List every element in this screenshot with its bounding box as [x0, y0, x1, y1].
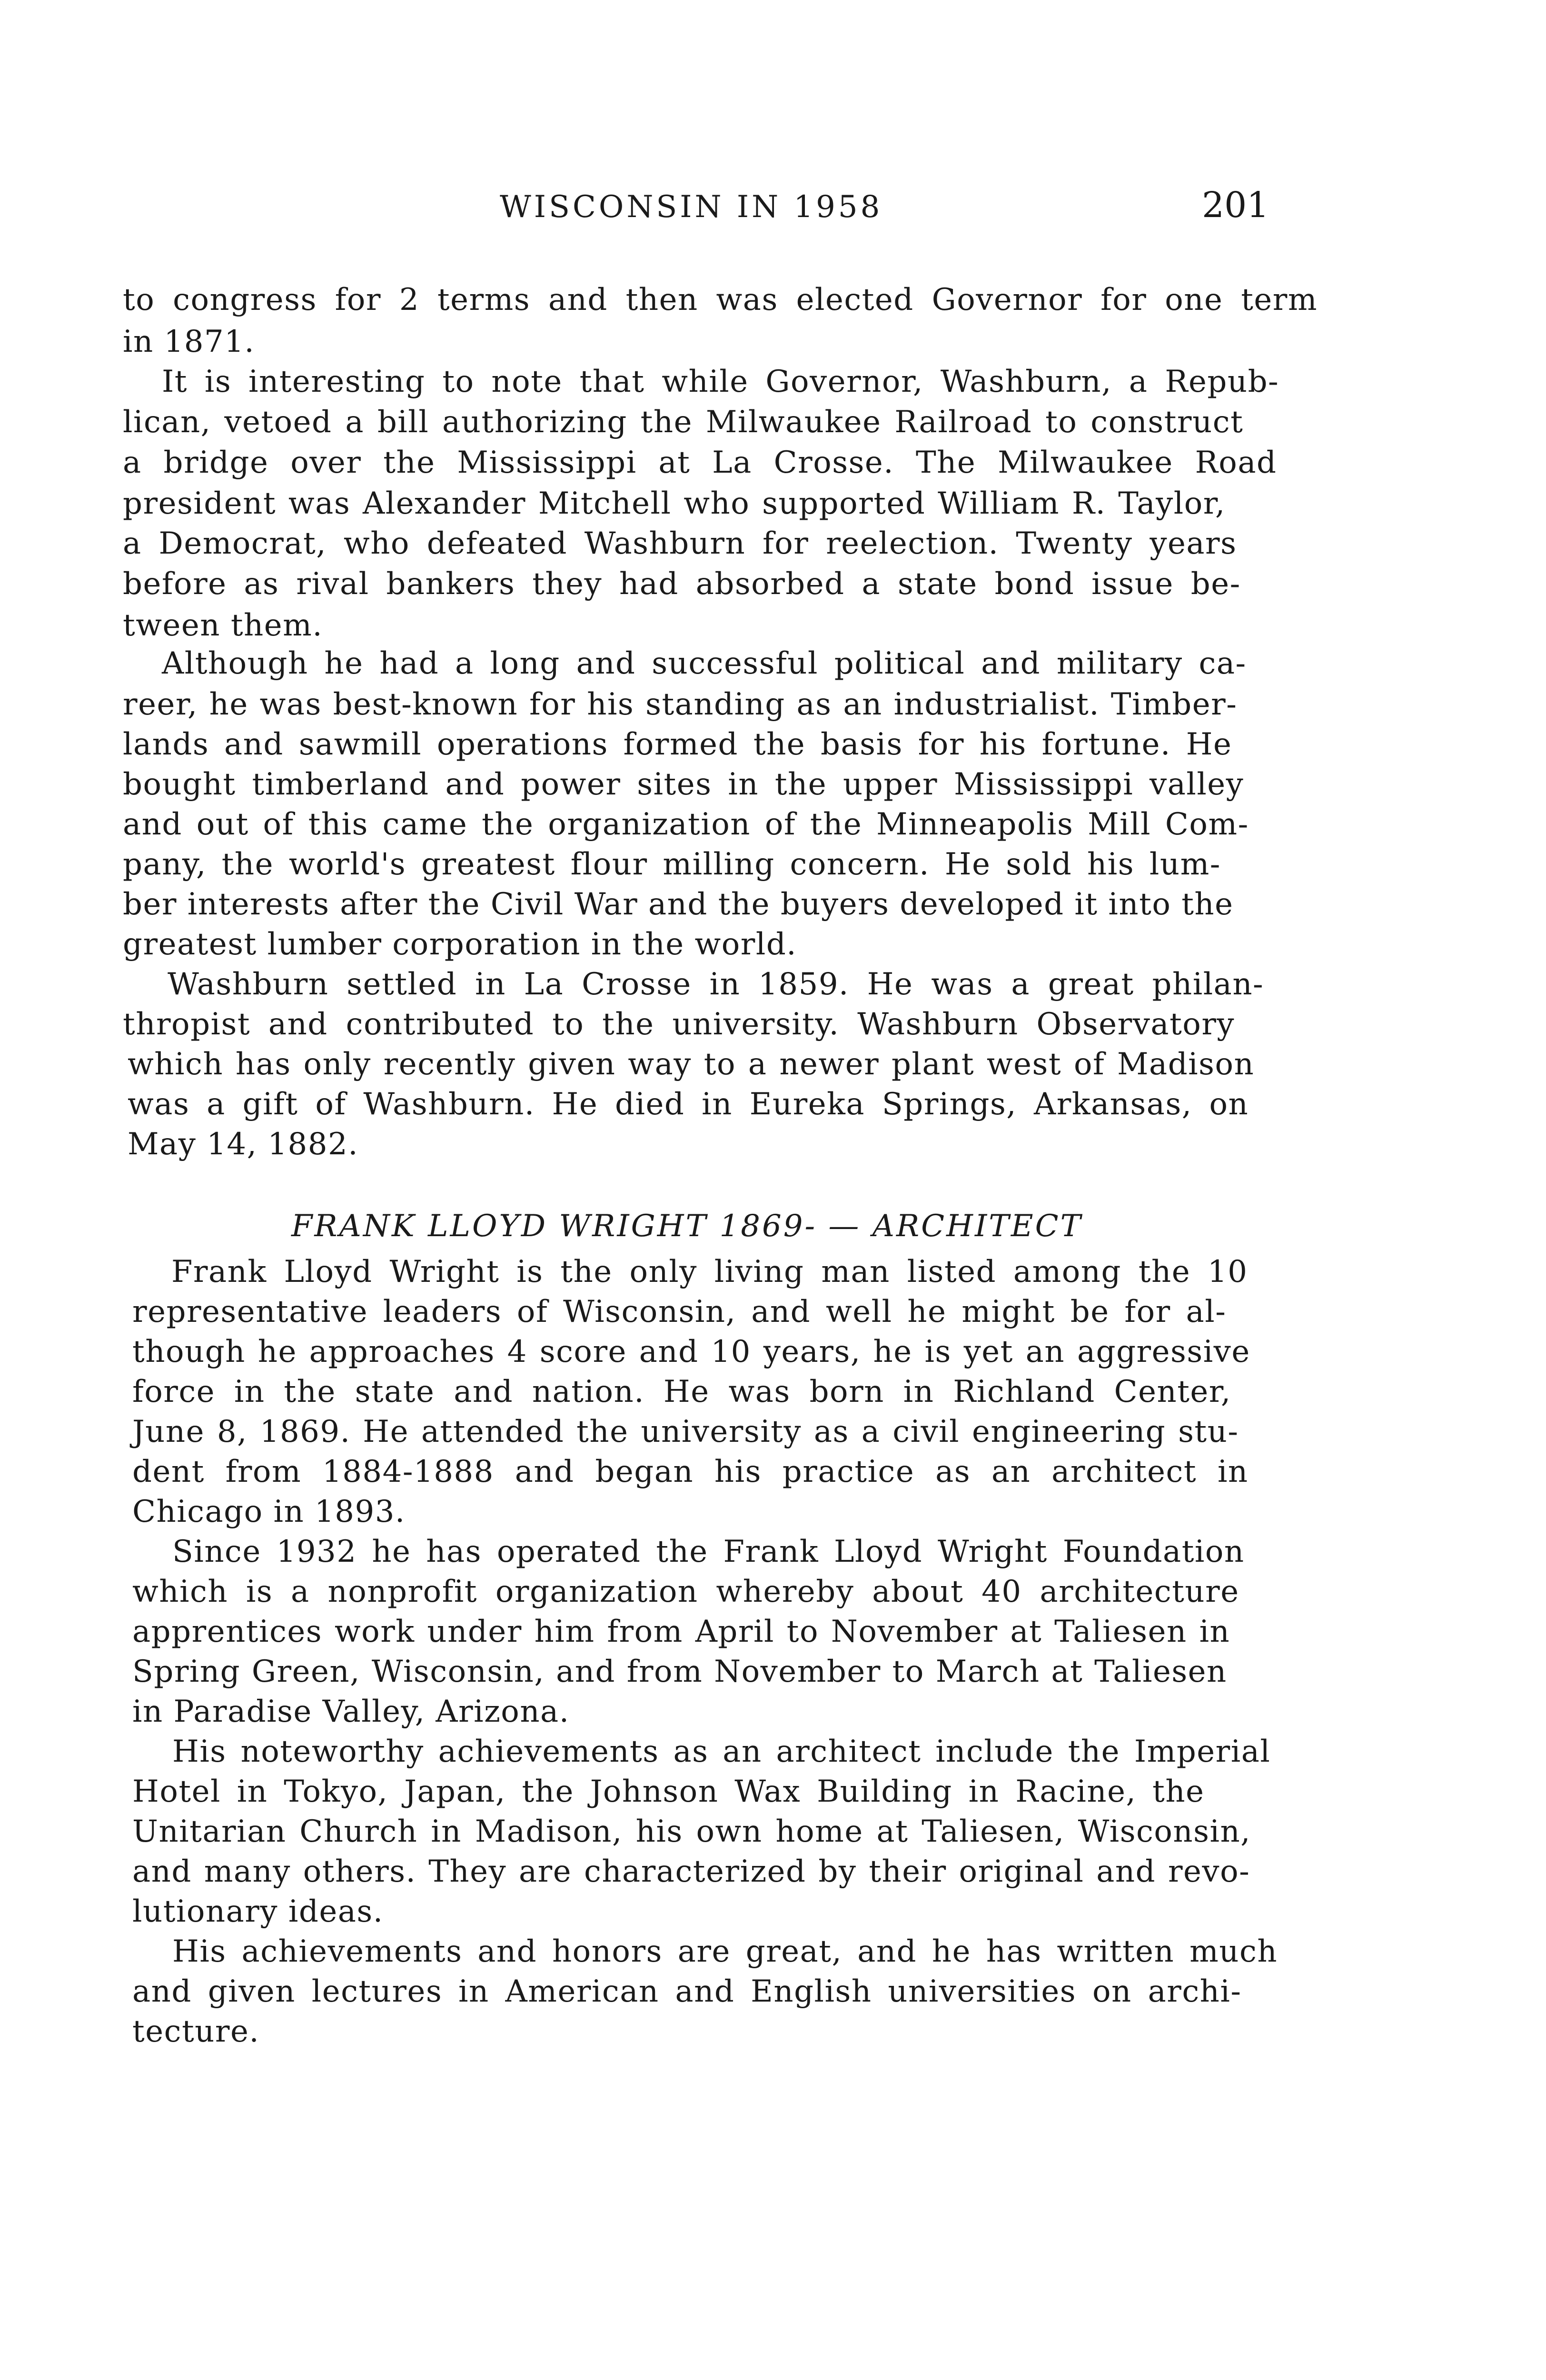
- text-line: which has only recently given way to a newer plant west of Madison: [128, 1047, 1255, 1082]
- running-head: WISCONSIN IN 1958: [500, 189, 883, 225]
- text-line: Washburn settled in La Crosse in 1859. He was a great philan-: [168, 967, 1264, 1002]
- text-line: and given lectures in American and English universities on archi-: [132, 1974, 1242, 2009]
- text-line: Unitarian Church in Madison, his own home at Taliesen, Wisconsin,: [132, 1814, 1251, 1849]
- text-line: lutionary ideas.: [132, 1894, 384, 1929]
- text-line: apprentices work under him from April to November at Taliesen in: [132, 1614, 1230, 1649]
- text-line: May 14, 1882.: [128, 1127, 359, 1162]
- text-line: tecture.: [132, 2014, 260, 2049]
- text-line: Frank Lloyd Wright is the only living man listed among the 10: [171, 1254, 1248, 1289]
- text-line: though he approaches 4 score and 10 years, he is yet an aggressive: [132, 1334, 1250, 1369]
- text-line: Although he had a long and successful political and military ca-: [162, 646, 1247, 681]
- text-line: reer, he was best-known for his standing as an industrialist. Timber-: [123, 687, 1238, 722]
- text-line: Since 1932 he has operated the Frank Lloyd Wright Foundation: [172, 1534, 1245, 1569]
- text-line: a bridge over the Mississippi at La Crosse. The Milwaukee Road: [123, 445, 1277, 480]
- text-line: thropist and contributed to the university. Washburn Observatory: [123, 1007, 1235, 1042]
- text-line: greatest lumber corporation in the world.: [123, 927, 797, 962]
- text-line: June 8, 1869. He attended the university as a civil engineering stu-: [132, 1414, 1239, 1449]
- text-line: Hotel in Tokyo, Japan, the Johnson Wax Building in Racine, the: [132, 1774, 1205, 1809]
- section-heading: FRANK LLOYD WRIGHT 1869- — ARCHITECT: [291, 1209, 1083, 1244]
- text-line: pany, the world's greatest flour milling concern. He sold his lum-: [123, 847, 1221, 882]
- text-line: ber interests after the Civil War and the buyers developed it into the: [123, 887, 1234, 922]
- text-line: lican, vetoed a bill authorizing the Milwaukee Railroad to construct: [123, 405, 1244, 440]
- text-line: president was Alexander Mitchell who supported William R. Taylor,: [123, 486, 1226, 521]
- text-line: representative leaders of Wisconsin, and well he might be for al-: [132, 1294, 1227, 1329]
- text-line: to congress for 2 terms and then was elected Governor for one term: [123, 282, 1318, 317]
- text-line: in Paradise Valley, Arizona.: [132, 1694, 570, 1729]
- text-line: was a gift of Washburn. He died in Eureka Springs, Arkansas, on: [128, 1087, 1249, 1122]
- text-line: before as rival bankers they had absorbed a state bond issue be-: [123, 566, 1241, 602]
- text-line: tween them.: [123, 608, 323, 643]
- text-line: and many others. They are characterized by their original and revo-: [132, 1854, 1250, 1889]
- text-line: Spring Green, Wisconsin, and from November to March at Taliesen: [132, 1654, 1227, 1689]
- page-number: 201: [1202, 185, 1269, 226]
- text-line: force in the state and nation. He was born in Richland Center,: [132, 1374, 1231, 1409]
- text-line: Chicago in 1893.: [132, 1494, 406, 1529]
- text-line: in 1871.: [123, 324, 255, 359]
- text-line: and out of this came the organization of the Minneapolis Mill Com-: [123, 807, 1249, 842]
- text-line: His noteworthy achievements as an architect include the Imperial: [172, 1734, 1271, 1769]
- text-line: It is interesting to note that while Governor, Washburn, a Repub-: [162, 364, 1279, 399]
- text-line: His achievements and honors are great, and he has written much: [172, 1934, 1278, 1969]
- text-line: a Democrat, who defeated Washburn for reelection. Twenty years: [123, 526, 1237, 561]
- text-line: bought timberland and power sites in the upper Mississippi valley: [123, 767, 1244, 802]
- text-line: dent from 1884-1888 and began his practice as an architect in: [132, 1454, 1249, 1489]
- text-line: which is a nonprofit organization whereby about 40 architecture: [132, 1574, 1239, 1609]
- text-line: lands and sawmill operations formed the basis for his fortune. He: [123, 727, 1232, 762]
